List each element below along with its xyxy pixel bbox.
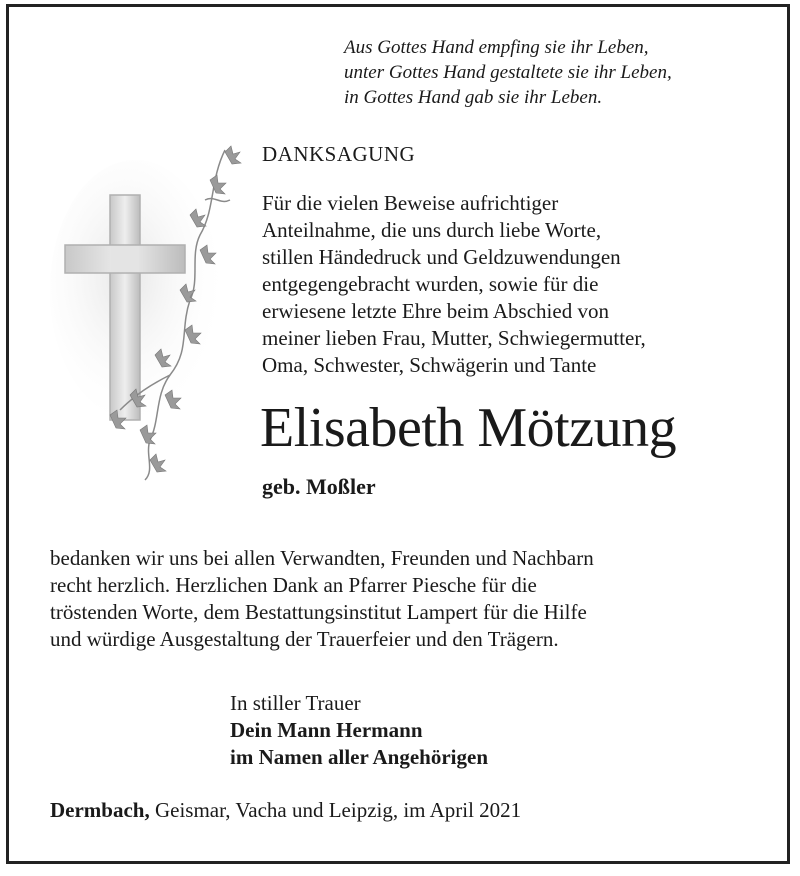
quote-line: in Gottes Hand gab sie ihr Leben. [344, 87, 603, 108]
place-town: Dermbach, [50, 798, 150, 822]
bible-quote [344, 35, 764, 110]
signature-relatives: im Namen aller Angehörigen [230, 745, 489, 769]
intro-line: stillen Händedruck und Geldzuwendungen [262, 245, 621, 269]
thanks-line: recht herzlich. Herzlichen Dank an Pfarrer Piesche für die [50, 573, 537, 597]
quote-line: unter Gottes Hand gestaltete sie ihr Leben, [344, 62, 672, 83]
intro-line: Oma, Schwester, Schwägerin und Tante [262, 353, 597, 377]
intro-line: Für die vielen Beweise aufrichtiger [262, 191, 559, 215]
deceased-name: Elisabeth Mötzung [260, 397, 677, 459]
signature-intro: In stiller Trauer [230, 691, 361, 715]
maiden-name: geb. Moßler [262, 474, 376, 499]
place-date [50, 797, 521, 824]
intro-line: entgegengebracht wurden, sowie für die [262, 272, 599, 296]
signature-husband: Dein Mann Hermann [230, 718, 423, 742]
thanks-text [50, 545, 760, 653]
intro-line: meiner lieben Frau, Mutter, Schwiegermutter, [262, 326, 646, 350]
intro-line: Anteilnahme, die uns durch liebe Worte, [262, 218, 602, 242]
intro-line: erwiesene letzte Ehre beim Abschied von [262, 299, 609, 323]
heading-danksagung: DANKSAGUNG [262, 142, 416, 166]
thanks-line: bedanken wir uns bei allen Verwandten, Freunden und Nachbarn [50, 546, 594, 570]
place-rest: Geismar, Vacha und Leipzig, im April 2021 [149, 798, 522, 822]
signature-block [230, 690, 488, 771]
cross-icon [50, 140, 250, 490]
thanks-line: tröstenden Worte, dem Bestattungsinstitut Lampert für die Hilfe [50, 600, 587, 624]
intro-text [262, 190, 762, 379]
quote-line: Aus Gottes Hand empfing sie ihr Leben, [344, 37, 649, 58]
thanks-line: und würdige Ausgestaltung der Trauerfeier und den Trägern. [50, 627, 559, 651]
